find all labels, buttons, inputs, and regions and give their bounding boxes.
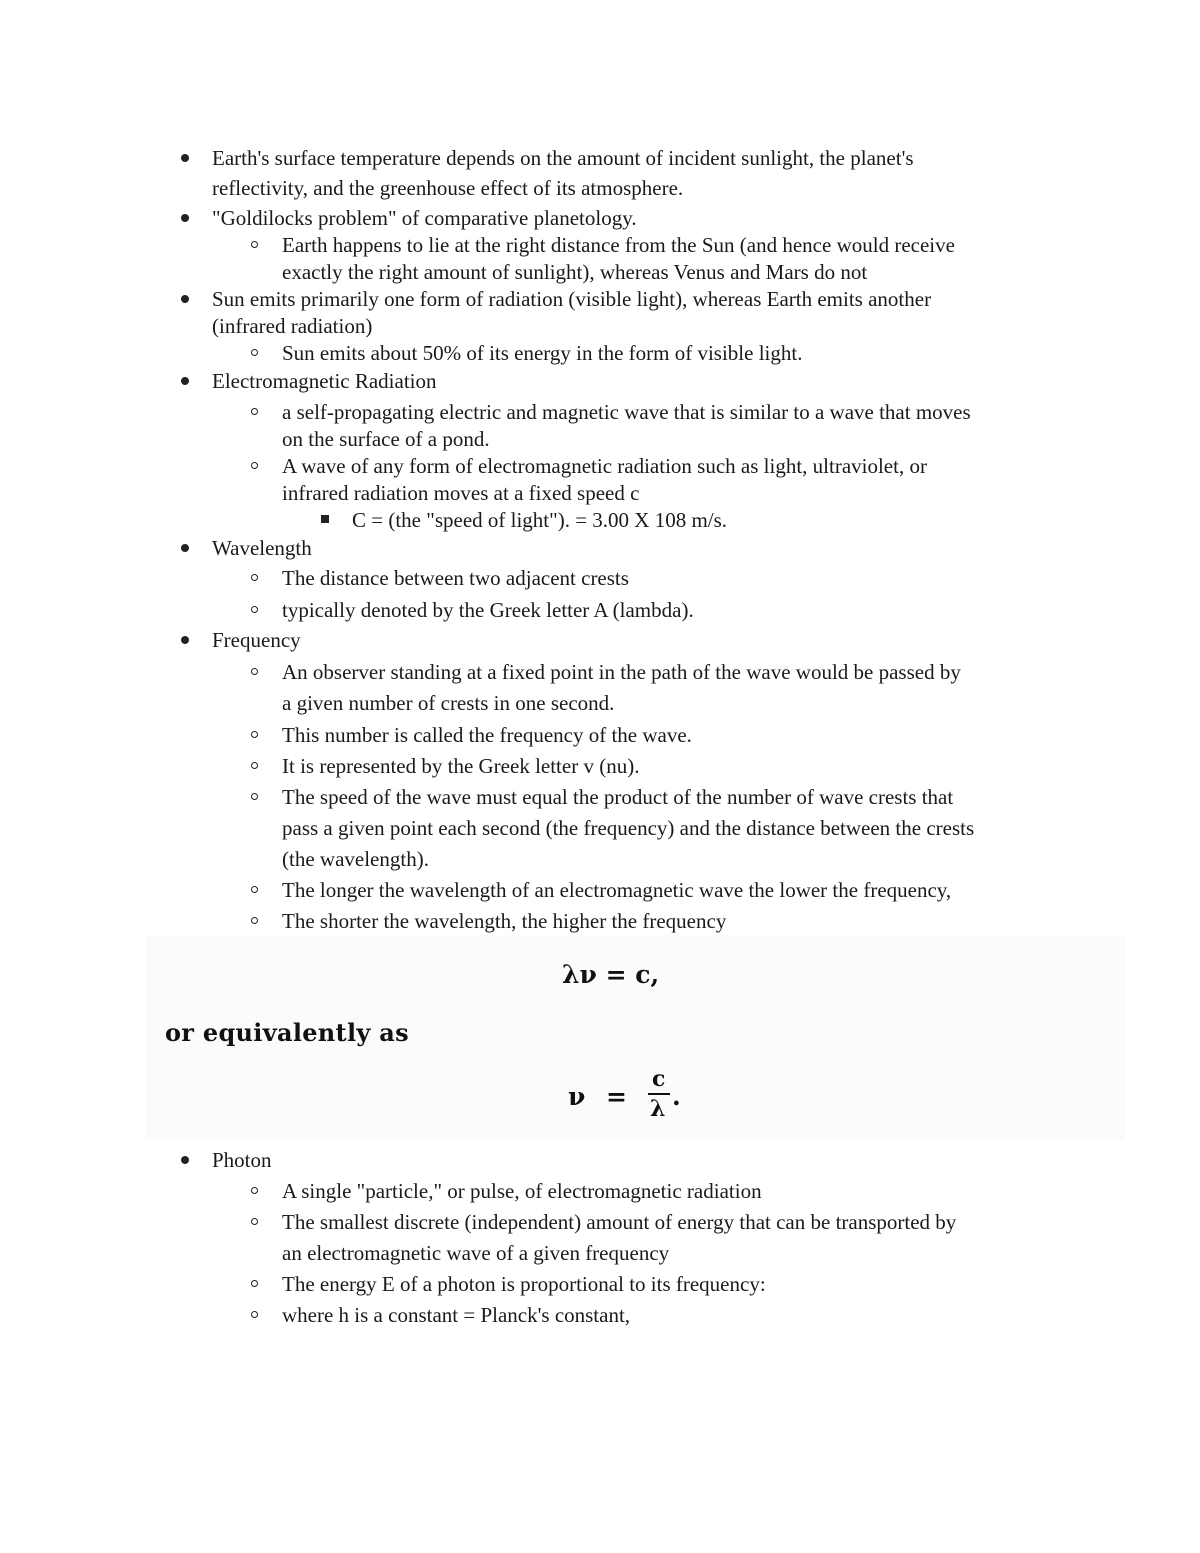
list-item: "Goldilocks problem" of comparative planetology. <box>212 206 637 230</box>
sub-bullet-marker <box>251 917 258 924</box>
sub-bullet-marker <box>251 1280 258 1287</box>
sub-bullet-marker <box>251 606 258 613</box>
sub-list-item-continuation: (the wavelength). <box>282 847 429 871</box>
list-item-continuation: reflectivity, and the greenhouse effect of its atmosphere. <box>212 176 684 200</box>
wave-equation: λν = c, <box>562 960 660 989</box>
bullet-marker <box>181 214 189 222</box>
sub-list-item: This number is called the frequency of the wave. <box>282 723 692 747</box>
sub-list-item: The distance between two adjacent crests <box>282 566 629 590</box>
bullet-marker <box>181 154 189 162</box>
list-item: Electromagnetic Radiation <box>212 369 437 393</box>
bullet-marker <box>181 295 189 303</box>
fraction-denominator: λ <box>650 1096 666 1122</box>
sub-bullet-marker <box>251 1311 258 1318</box>
sub-list-item: The smallest discrete (independent) amount of energy that can be transported by <box>282 1210 957 1234</box>
sub-list-item-continuation: on the surface of a pond. <box>282 427 490 451</box>
bullet-marker <box>181 544 189 552</box>
sub-list-item: The longer the wavelength of an electromagnetic wave the lower the frequency, <box>282 878 952 902</box>
sub-list-item: Sun emits about 50% of its energy in the form of visible light. <box>282 341 803 365</box>
sub-bullet-marker <box>251 574 258 581</box>
sub-bullet-marker <box>251 762 258 769</box>
sub-sub-bullet-marker <box>321 515 329 523</box>
list-item: Photon <box>212 1148 272 1172</box>
sub-bullet-marker <box>251 1187 258 1194</box>
fraction-numerator: c <box>652 1066 666 1092</box>
sub-bullet-marker <box>251 349 258 356</box>
sub-list-item: The speed of the wave must equal the product of the number of wave crests that <box>282 785 954 809</box>
sub-list-item: The shorter the wavelength, the higher the frequency <box>282 909 727 933</box>
sub-list-item-continuation: a given number of crests in one second. <box>282 691 615 715</box>
sub-list-item-continuation: pass a given point each second (the frequency) and the distance between the crests <box>282 816 975 840</box>
sub-list-item-continuation: an electromagnetic wave of a given frequency <box>282 1241 670 1265</box>
list-item: Earth's surface temperature depends on the amount of incident sunlight, the planet's <box>212 146 914 170</box>
sub-sub-list-item: C = (the "speed of light"). = 3.00 X 108 m/s. <box>352 508 728 532</box>
equation-connector-text: or equivalently as <box>165 1018 409 1047</box>
bullet-marker <box>181 377 189 385</box>
equation-period: . <box>672 1082 681 1111</box>
list-item: Sun emits primarily one form of radiation (visible light), whereas Earth emits another <box>212 287 932 311</box>
sub-bullet-marker <box>251 793 258 800</box>
sub-bullet-marker <box>251 462 258 469</box>
sub-list-item: A single "particle," or pulse, of electromagnetic radiation <box>282 1179 762 1203</box>
sub-list-item: It is represented by the Greek letter v (nu). <box>282 754 640 778</box>
sub-list-item-continuation: infrared radiation moves at a fixed speed c <box>282 481 640 505</box>
sub-list-item: Earth happens to lie at the right distance from the Sun (and hence would receive <box>282 233 955 257</box>
bullet-marker <box>181 1156 189 1164</box>
sub-bullet-marker <box>251 241 258 248</box>
sub-bullet-marker <box>251 886 258 893</box>
sub-bullet-marker <box>251 668 258 675</box>
sub-list-item: An observer standing at a fixed point in the path of the wave would be passed by <box>282 660 961 684</box>
fraction-bar <box>648 1093 670 1095</box>
list-item-continuation: (infrared radiation) <box>212 314 373 338</box>
sub-bullet-marker <box>251 731 258 738</box>
list-item: Frequency <box>212 628 301 652</box>
sub-bullet-marker <box>251 408 258 415</box>
sub-list-item: typically denoted by the Greek letter A (lambda). <box>282 598 694 622</box>
equation-equals: = <box>606 1082 627 1111</box>
equation-lhs: ν <box>568 1082 586 1111</box>
sub-bullet-marker <box>251 1218 258 1225</box>
list-item: Wavelength <box>212 536 312 560</box>
sub-list-item: a self-propagating electric and magnetic wave that is similar to a wave that moves <box>282 400 971 424</box>
sub-list-item: A wave of any form of electromagnetic radiation such as light, ultraviolet, or <box>282 454 927 478</box>
sub-list-item: where h is a constant = Planck's constant, <box>282 1303 631 1327</box>
sub-list-item: The energy E of a photon is proportional to its frequency: <box>282 1272 766 1296</box>
bullet-marker <box>181 636 189 644</box>
sub-list-item-continuation: exactly the right amount of sunlight), whereas Venus and Mars do not <box>282 260 868 284</box>
